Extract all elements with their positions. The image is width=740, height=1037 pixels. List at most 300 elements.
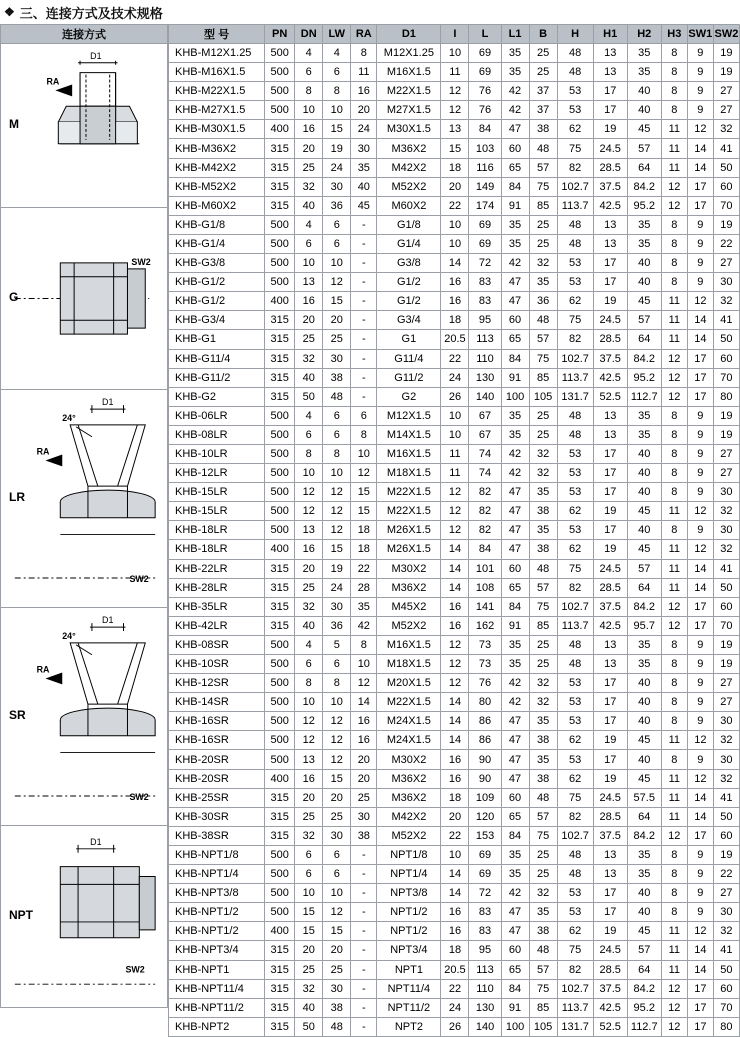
spec-value-cell: 500 [265,712,295,731]
spec-value-cell: 91 [501,998,529,1017]
spec-value-cell: 24.5 [593,139,627,158]
table-row [169,788,740,807]
spec-col-header: SW1 [687,25,713,44]
table-row [169,979,740,998]
spec-value-cell: 400 [265,292,295,311]
spec-value-cell: 4 [295,635,323,654]
connection-type-row [1,390,168,608]
spec-value-cell: 500 [265,254,295,273]
spec-value-cell: 315 [265,330,295,349]
spec-value-cell: 6 [295,63,323,82]
spec-value-cell: 69 [469,845,501,864]
spec-value-cell: 40 [295,196,323,215]
spec-value-cell: 6 [323,234,351,253]
spec-value-cell: 11 [661,139,687,158]
spec-value-cell: 500 [265,635,295,654]
spec-model-cell: KHB-G2 [169,387,265,406]
spec-value-cell: 84.2 [627,597,661,616]
spec-value-cell: 32 [529,674,557,693]
spec-value-cell: 52.5 [593,1017,627,1036]
spec-value-cell: 16 [295,769,323,788]
spec-col-header: 型 号 [169,25,265,44]
spec-model-cell: KHB-M16X1.5 [169,63,265,82]
spec-value-cell: 53 [557,903,593,922]
spec-value-cell: 400 [265,540,295,559]
spec-value-cell: 48 [529,139,557,158]
table-row [169,101,740,120]
spec-value-cell: 24 [441,368,469,387]
spec-value-cell: 27 [713,674,739,693]
spec-value-cell: 40 [627,674,661,693]
spec-value-cell: 20 [295,941,323,960]
spec-value-cell: 11 [441,63,469,82]
spec-value-cell: 500 [265,483,295,502]
spec-value-cell: 40 [627,444,661,463]
spec-value-cell: 69 [469,865,501,884]
spec-value-cell: 38 [529,922,557,941]
spec-value-cell: 12 [441,521,469,540]
spec-value-cell: 37.5 [593,177,627,196]
spec-value-cell: 20 [441,177,469,196]
spec-value-cell: 62 [557,769,593,788]
spec-value-cell: 20 [323,941,351,960]
spec-value-cell: 24.5 [593,788,627,807]
spec-value-cell: 13 [295,273,323,292]
spec-value-cell: 40 [627,903,661,922]
table-row [169,826,740,845]
spec-value-cell: 8 [323,444,351,463]
spec-value-cell: - [351,215,377,234]
spec-model-cell: KHB-M42X2 [169,158,265,177]
svg-text:24°: 24° [62,412,76,423]
spec-value-cell: - [351,1017,377,1036]
spec-value-cell: 45 [627,502,661,521]
spec-value-cell: 6 [351,406,377,425]
table-row [169,444,740,463]
spec-model-cell: KHB-20SR [169,750,265,769]
spec-value-cell: 84 [501,597,529,616]
spec-value-cell: 8 [661,425,687,444]
spec-value-cell: 53 [557,521,593,540]
spec-value-cell: NPT11/2 [377,998,441,1017]
spec-value-cell: 13 [593,635,627,654]
spec-value-cell: 32 [295,979,323,998]
spec-value-cell: NPT1/4 [377,865,441,884]
spec-value-cell: 500 [265,101,295,120]
spec-value-cell: 17 [593,464,627,483]
spec-value-cell: 9 [687,674,713,693]
spec-value-cell: 47 [501,502,529,521]
spec-col-header: LW [323,25,351,44]
spec-model-cell: KHB-42LR [169,616,265,635]
spec-value-cell: 40 [295,368,323,387]
spec-value-cell: 25 [529,845,557,864]
connection-type-table [0,24,168,1008]
spec-model-cell: KHB-08SR [169,635,265,654]
spec-value-cell: 48 [557,44,593,63]
spec-value-cell: 41 [713,788,739,807]
spec-value-cell: 8 [661,406,687,425]
spec-value-cell: 91 [501,196,529,215]
table-row [169,44,740,63]
spec-value-cell: 13 [593,406,627,425]
spec-value-cell: 48 [557,635,593,654]
spec-value-cell: 6 [295,234,323,253]
spec-value-cell: 95.2 [627,196,661,215]
spec-value-cell: 35 [351,158,377,177]
spec-value-cell: 91 [501,616,529,635]
spec-col-header: H3 [661,25,687,44]
spec-value-cell: 17 [593,444,627,463]
spec-value-cell: 6 [295,655,323,674]
spec-value-cell: 32 [713,922,739,941]
spec-value-cell: 82 [557,330,593,349]
spec-value-cell: M14X1.5 [377,425,441,444]
connection-type-label: G [9,289,19,304]
spec-col-header: L [469,25,501,44]
spec-value-cell: 36 [323,616,351,635]
spec-value-cell: 8 [661,273,687,292]
spec-value-cell: 80 [713,1017,739,1036]
spec-value-cell: 11 [661,960,687,979]
spec-value-cell: 14 [687,158,713,177]
spec-value-cell: 10 [441,234,469,253]
spec-value-cell: 12 [687,540,713,559]
spec-content [0,24,740,1037]
spec-value-cell: 40 [627,101,661,120]
table-row [169,884,740,903]
spec-value-cell: 130 [469,998,501,1017]
spec-value-cell: 40 [627,884,661,903]
spec-value-cell: 50 [713,960,739,979]
table-row [169,903,740,922]
spec-value-cell: 24.5 [593,941,627,960]
spec-value-cell: 315 [265,597,295,616]
spec-value-cell: 60 [501,788,529,807]
spec-value-cell: 12 [687,731,713,750]
table-row [169,63,740,82]
spec-value-cell: 62 [557,731,593,750]
spec-value-cell: - [351,922,377,941]
spec-value-cell: 76 [469,101,501,120]
spec-value-cell: 500 [265,406,295,425]
table-row [169,502,740,521]
spec-value-cell: 11 [661,578,687,597]
spec-value-cell: 19 [713,63,739,82]
spec-value-cell: 50 [713,807,739,826]
spec-value-cell: 12 [323,483,351,502]
spec-value-cell: 90 [469,750,501,769]
spec-value-cell: 12 [323,502,351,521]
spec-value-cell: 6 [323,406,351,425]
spec-value-cell: 40 [295,616,323,635]
spec-value-cell: 9 [687,234,713,253]
spec-value-cell: 48 [557,215,593,234]
spec-value-cell: 42 [351,616,377,635]
spec-value-cell: 9 [687,845,713,864]
spec-value-cell: 315 [265,139,295,158]
spec-value-cell: 42 [501,464,529,483]
spec-value-cell: 11 [661,922,687,941]
spec-value-cell: 12 [687,769,713,788]
spec-value-cell: 47 [501,903,529,922]
spec-value-cell: G11/4 [377,349,441,368]
spec-value-cell: 500 [265,884,295,903]
connection-type-cell-sr [1,608,168,826]
svg-text:D1: D1 [102,615,114,626]
spec-value-cell: 113 [469,330,501,349]
spec-value-cell: 13 [441,120,469,139]
spec-value-cell: 9 [687,521,713,540]
spec-value-cell: 15 [323,292,351,311]
spec-value-cell: 13 [295,521,323,540]
spec-value-cell: NPT3/8 [377,884,441,903]
spec-value-cell: 64 [627,960,661,979]
spec-value-cell: 32 [713,292,739,311]
spec-value-cell: 12 [687,922,713,941]
spec-value-cell: 315 [265,616,295,635]
spec-value-cell: M36X2 [377,578,441,597]
spec-value-cell: 47 [501,731,529,750]
spec-value-cell: 40 [627,464,661,483]
spec-value-cell: 53 [557,464,593,483]
spec-value-cell: 6 [323,63,351,82]
spec-value-cell: 20.5 [441,330,469,349]
spec-value-cell: 12 [687,502,713,521]
spec-value-cell: 60 [713,349,739,368]
spec-value-cell: 500 [265,464,295,483]
spec-value-cell: 14 [441,884,469,903]
spec-value-cell: 62 [557,502,593,521]
spec-model-cell: KHB-16SR [169,712,265,731]
spec-value-cell: 4 [295,406,323,425]
spec-value-cell: 27 [713,101,739,120]
spec-value-cell: - [351,998,377,1017]
spec-value-cell: 16 [351,82,377,101]
spec-value-cell: 9 [687,655,713,674]
spec-value-cell: 103 [469,139,501,158]
spec-value-cell: 40 [627,750,661,769]
spec-value-cell: 83 [469,903,501,922]
spec-value-cell: 131.7 [557,1017,593,1036]
spec-value-cell: 19 [713,215,739,234]
spec-value-cell: 17 [687,177,713,196]
spec-value-cell: 8 [661,750,687,769]
page-title [0,0,740,24]
spec-value-cell: 17 [593,693,627,712]
spec-value-cell: 42 [501,254,529,273]
spec-value-cell: 84 [501,826,529,845]
spec-value-cell: 8 [661,483,687,502]
spec-value-cell: 45 [627,120,661,139]
spec-value-cell: 16 [441,273,469,292]
spec-col-header: H1 [593,25,627,44]
spec-value-cell: 15 [295,903,323,922]
spec-value-cell: 12 [441,674,469,693]
spec-value-cell: 12 [441,82,469,101]
spec-value-cell: 6 [295,845,323,864]
spec-value-cell: 95.7 [627,616,661,635]
spec-value-cell: 53 [557,273,593,292]
spec-value-cell: M22X1.5 [377,693,441,712]
spec-value-cell: 315 [265,559,295,578]
spec-value-cell: 80 [469,693,501,712]
spec-model-cell: KHB-15LR [169,483,265,502]
spec-model-cell: KHB-M36X2 [169,139,265,158]
spec-value-cell: M20X1.5 [377,674,441,693]
spec-value-cell: 14 [441,865,469,884]
spec-value-cell: 9 [687,693,713,712]
svg-text:D1: D1 [102,397,114,408]
spec-value-cell: 25 [295,330,323,349]
spec-value-cell: 20 [351,769,377,788]
spec-value-cell: 84.2 [627,979,661,998]
spec-value-cell: 5 [323,635,351,654]
spec-value-cell: 28.5 [593,578,627,597]
spec-value-cell: 20 [295,559,323,578]
spec-value-cell: 13 [593,655,627,674]
table-row [169,215,740,234]
spec-value-cell: 6 [323,865,351,884]
spec-value-cell: 6 [295,865,323,884]
spec-value-cell: 25 [323,807,351,826]
spec-value-cell: 12 [661,368,687,387]
spec-value-cell: 72 [469,884,501,903]
connection-type-label: LR [9,489,25,504]
spec-value-cell: - [351,865,377,884]
spec-value-cell: 17 [593,483,627,502]
spec-model-cell: KHB-G1/8 [169,215,265,234]
spec-value-cell: 19 [593,731,627,750]
spec-value-cell: 19 [713,635,739,654]
spec-value-cell: 315 [265,158,295,177]
spec-value-cell: 65 [501,807,529,826]
spec-value-cell: 32 [295,349,323,368]
spec-value-cell: 35 [501,215,529,234]
spec-value-cell: 48 [557,406,593,425]
spec-value-cell: 102.7 [557,979,593,998]
spec-value-cell: 12 [441,655,469,674]
spec-value-cell: 17 [593,884,627,903]
spec-value-cell: 32 [529,464,557,483]
spec-model-cell: KHB-M60X2 [169,196,265,215]
spec-value-cell: 47 [501,292,529,311]
svg-text:RA: RA [36,664,50,675]
spec-value-cell: 11 [661,502,687,521]
connection-type-header: 连接方式 [1,25,168,44]
table-row [169,464,740,483]
spec-value-cell: 85 [529,368,557,387]
spec-value-cell: 500 [265,273,295,292]
spec-value-cell: 17 [687,1017,713,1036]
spec-value-cell: 15 [323,922,351,941]
spec-value-cell: 35 [529,273,557,292]
spec-value-cell: 24 [441,998,469,1017]
spec-value-cell: 11 [441,444,469,463]
spec-value-cell: 67 [469,425,501,444]
spec-value-cell: 28.5 [593,330,627,349]
spec-value-cell: 9 [687,444,713,463]
spec-value-cell: 12 [661,979,687,998]
spec-value-cell: 9 [687,44,713,63]
connection-type-cell-npt [1,826,168,1008]
table-row [169,712,740,731]
spec-value-cell: 24 [351,120,377,139]
table-row [169,349,740,368]
spec-value-cell: 8 [661,234,687,253]
spec-value-cell: M36X2 [377,139,441,158]
spec-value-cell: 32 [713,731,739,750]
spec-col-header: B [529,25,557,44]
spec-value-cell: 35 [529,712,557,731]
spec-value-cell: 500 [265,674,295,693]
spec-value-cell: 14 [441,578,469,597]
spec-value-cell: 17 [593,254,627,273]
spec-value-cell: 500 [265,44,295,63]
table-row [169,425,740,444]
spec-value-cell: 90 [469,769,501,788]
spec-value-cell: 20 [295,139,323,158]
spec-value-cell: 9 [687,215,713,234]
spec-value-cell: 38 [351,826,377,845]
spec-value-cell: 10 [441,215,469,234]
spec-value-cell: 53 [557,483,593,502]
spec-value-cell: - [351,941,377,960]
spec-value-cell: 500 [265,502,295,521]
table-row [169,120,740,139]
spec-value-cell: 400 [265,120,295,139]
spec-value-cell: 19 [713,44,739,63]
connection-type-cell-m [1,44,168,208]
spec-value-cell: 9 [687,903,713,922]
spec-value-cell: 57 [627,139,661,158]
spec-value-cell: 41 [713,941,739,960]
spec-value-cell: 20 [323,788,351,807]
spec-value-cell: 86 [469,712,501,731]
spec-value-cell: 9 [687,750,713,769]
spec-value-cell: 30 [713,521,739,540]
spec-value-cell: 6 [323,655,351,674]
spec-value-cell: 35 [501,44,529,63]
spec-value-cell: 101 [469,559,501,578]
spec-value-cell: 28.5 [593,158,627,177]
spec-value-cell: 13 [593,845,627,864]
spec-value-cell: 17 [687,387,713,406]
spec-value-cell: NPT1 [377,960,441,979]
spec-value-cell: 11 [661,158,687,177]
spec-model-cell: KHB-16SR [169,731,265,750]
spec-value-cell: 30 [323,979,351,998]
spec-value-cell: 10 [295,884,323,903]
spec-value-cell: 315 [265,807,295,826]
spec-value-cell: 70 [713,998,739,1017]
spec-value-cell: 14 [441,559,469,578]
spec-value-cell: 22 [441,979,469,998]
spec-value-cell: 500 [265,693,295,712]
spec-value-cell: 12 [295,502,323,521]
spec-value-cell: 42 [501,884,529,903]
spec-value-cell: 38 [529,120,557,139]
spec-value-cell: 64 [627,578,661,597]
spec-value-cell: 13 [295,750,323,769]
spec-model-cell: KHB-NPT11/2 [169,998,265,1017]
spec-value-cell: 30 [713,750,739,769]
spec-value-cell: 15 [441,139,469,158]
table-row [169,292,740,311]
spec-value-cell: 11 [661,769,687,788]
table-row [169,82,740,101]
spec-model-cell: KHB-35LR [169,597,265,616]
